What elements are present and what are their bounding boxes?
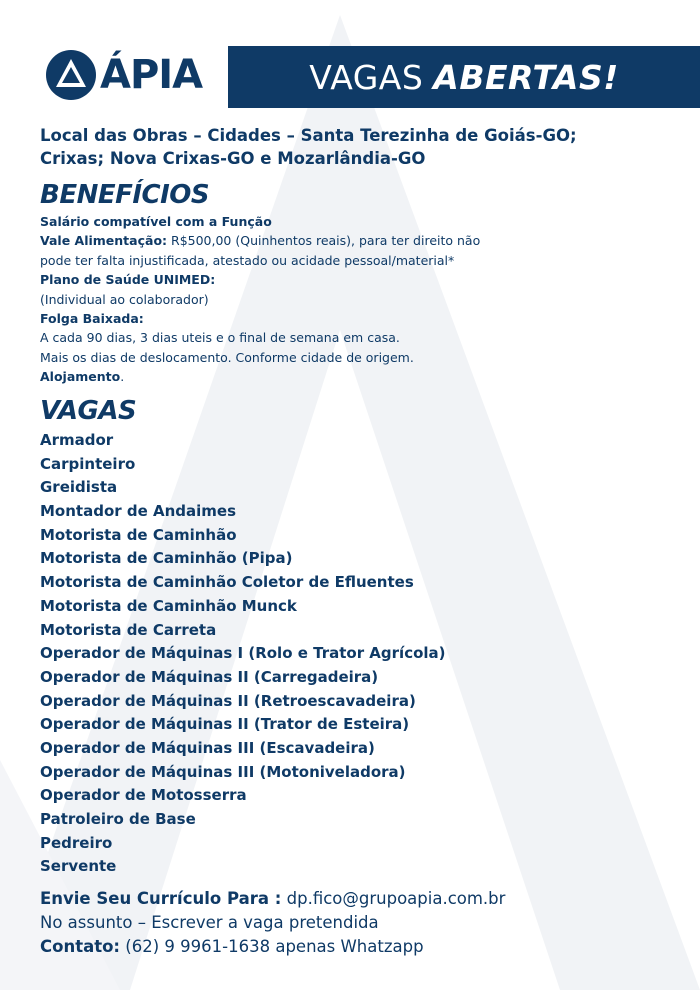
job-item: Montador de Andaimes	[40, 502, 237, 521]
job-item: Operador de Máquinas II (Trator de Esteira)	[40, 715, 410, 734]
job-openings-list	[40, 429, 660, 879]
benefit-housing-label: Alojamento	[40, 369, 121, 385]
benefit-salary-text: Salário compatível com a Função	[40, 214, 272, 229]
benefit-housing-dot: .	[120, 369, 125, 385]
benefits-heading: BENEFÍCIOS	[40, 180, 210, 210]
resume-line	[40, 887, 680, 911]
contact-section	[40, 887, 680, 959]
benefit-leave-label: Folga Baixada:	[40, 311, 144, 327]
resume-email[interactable]: dp.fico@grupoapia.com.br	[281, 889, 506, 908]
job-item: Motorista de Caminhão (Pipa)	[40, 549, 293, 568]
benefit-leave-detail-2: Mais os dias de deslocamento. Conforme cidade de origem.	[40, 349, 414, 365]
contact-phone: (62) 9 9961-1638 apenas Whatzapp	[120, 937, 424, 956]
job-item: Motorista de Caminhão	[40, 525, 237, 544]
benefit-meal	[40, 231, 660, 250]
job-item: Carpinteiro	[40, 454, 136, 473]
apia-triangle-logo-icon	[46, 50, 96, 100]
banner-title-abertas: ABERTAS!	[433, 57, 619, 97]
contact-line	[40, 935, 680, 959]
benefit-meal-label: Vale Alimentação:	[40, 233, 168, 249]
job-item: Operador de Máquinas III (Escavadeira)	[40, 738, 375, 757]
resume-label: Envie Seu Currículo Para :	[40, 889, 282, 908]
job-item: Motorista de Caminhão Munck	[40, 596, 297, 615]
vagas-abertas-banner	[228, 46, 700, 108]
benefit-health	[40, 270, 660, 289]
benefit-leave	[40, 309, 660, 328]
job-item: Pedreiro	[40, 833, 113, 852]
job-item: Greidista	[40, 478, 118, 497]
benefit-salary	[40, 212, 660, 231]
location-line-1: Local das Obras – Cidades – Santa Terezinha de Goiás-GO;	[40, 126, 577, 145]
brand-name: ÁPIA	[100, 52, 203, 98]
contact-label: Contato:	[40, 937, 121, 956]
job-item: Patroleiro de Base	[40, 810, 196, 828]
job-item: Operador de Motosserra	[40, 786, 247, 805]
job-item: Motorista de Carreta	[40, 620, 217, 639]
jobs-heading: VAGAS	[40, 396, 137, 426]
banner-title-vagas: VAGAS	[309, 57, 424, 97]
job-item: Operador de Máquinas I (Rolo e Trator Agrícola)	[40, 644, 446, 663]
job-item: Motorista de Caminhão Coletor de Efluentes	[40, 573, 414, 592]
subject-instruction: No assunto – Escrever a vaga pretendida	[40, 913, 379, 932]
job-item: Operador de Máquinas II (Retroescavadeira)	[40, 691, 416, 710]
job-item: Servente	[40, 857, 117, 876]
job-item: Armador	[40, 431, 114, 449]
job-item: Operador de Máquinas II (Carregadeira)	[40, 667, 379, 686]
location-line-2: Crixas; Nova Crixas-GO e Mozarlândia-GO	[40, 149, 426, 168]
work-location	[40, 124, 660, 170]
benefit-meal-condition: pode ter falta injustificada, atestado ou acidade pessoal/material*	[40, 252, 455, 268]
apia-logo	[46, 50, 202, 100]
benefit-health-label: Plano de Saúde UNIMED:	[40, 272, 216, 288]
job-item: Operador de Máquinas III (Motoniveladora)	[40, 762, 406, 781]
benefit-meal-text: R$500,00 (Quinhentos reais), para ter direito não	[167, 233, 481, 249]
benefit-leave-detail-1: A cada 90 dias, 3 dias uteis e o final de semana em casa.	[40, 330, 400, 346]
benefit-housing	[40, 367, 660, 386]
benefits-list	[40, 212, 660, 387]
benefit-health-detail: (Individual ao colaborador)	[40, 291, 209, 307]
